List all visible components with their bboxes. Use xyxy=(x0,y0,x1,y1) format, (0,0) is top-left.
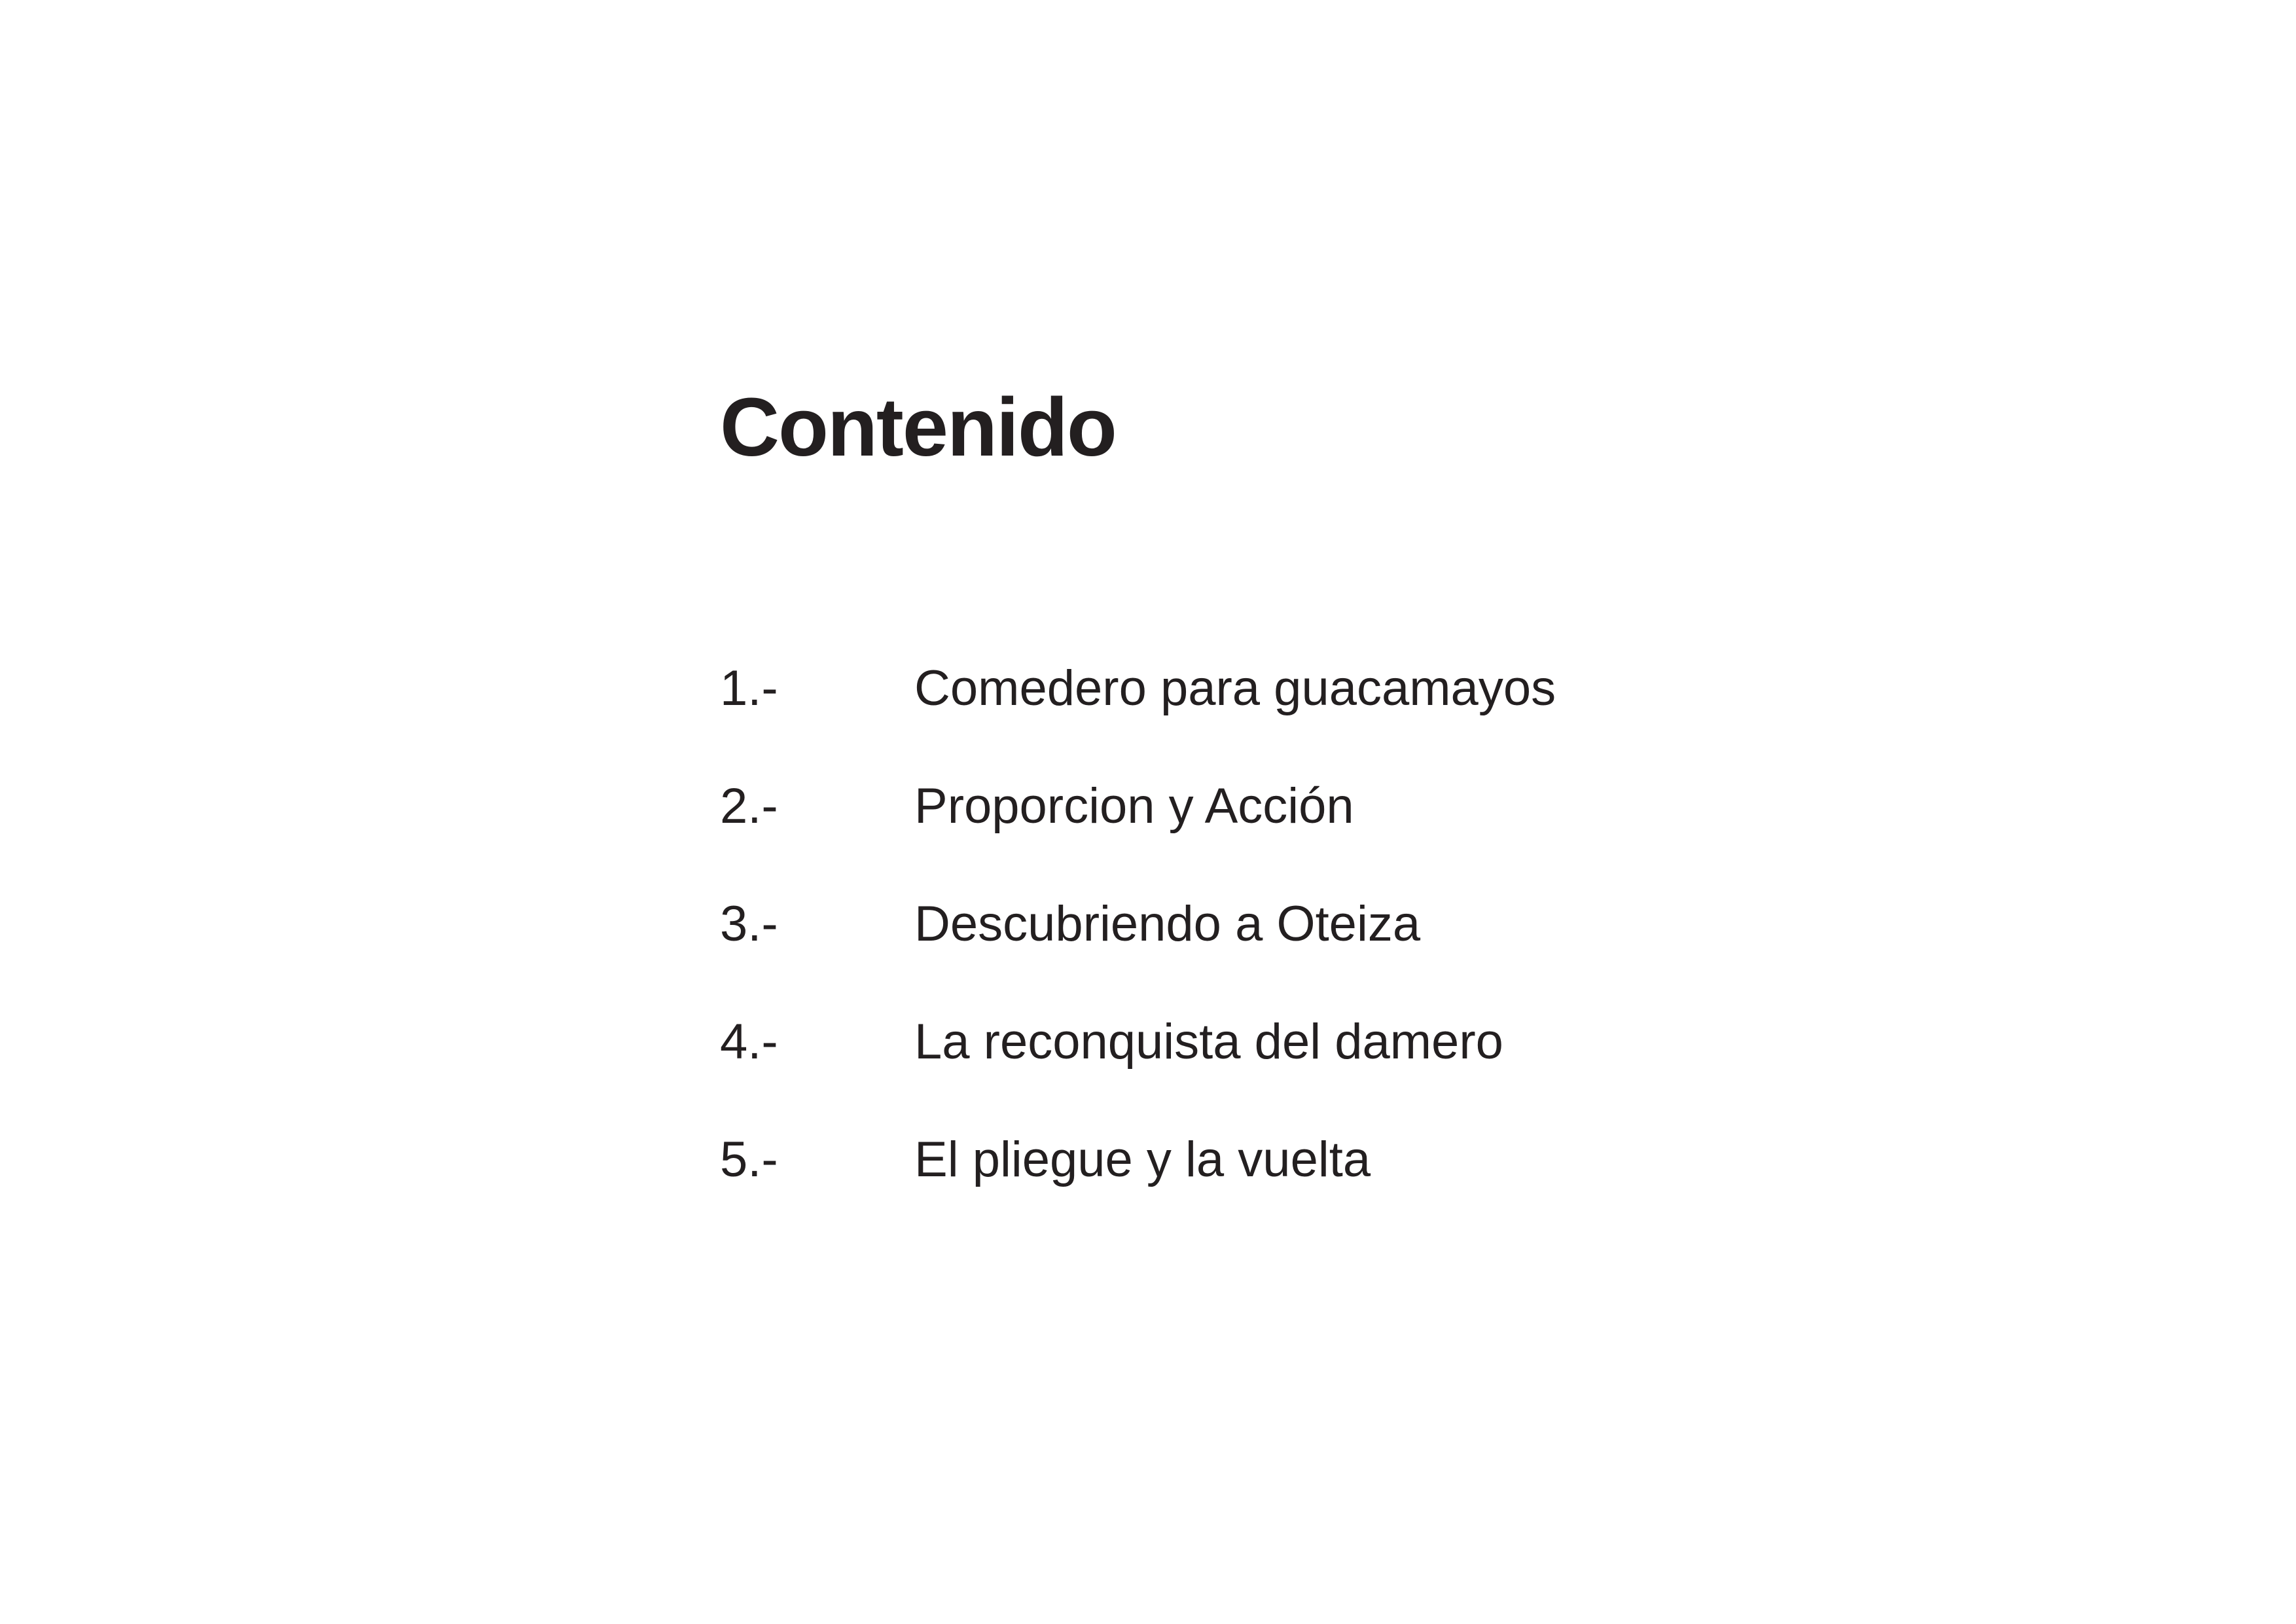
toc-entry xyxy=(720,1009,1556,1127)
toc-entry-label: Proporcion y Acción xyxy=(914,778,1354,834)
toc-entry-label: El pliegue y la vuelta xyxy=(914,1132,1371,1187)
toc-entry-number: 3.- xyxy=(720,896,778,952)
toc-entry-number: 2.- xyxy=(720,778,778,834)
toc-entry xyxy=(720,892,1556,1009)
toc-entry-number: 4.- xyxy=(720,1014,778,1070)
toc-entry-number: 5.- xyxy=(720,1132,778,1187)
toc-entry xyxy=(720,1127,1556,1245)
toc-entry-number: 1.- xyxy=(720,660,778,716)
toc-entry-label: La reconquista del damero xyxy=(914,1014,1503,1070)
toc-entry xyxy=(720,656,1556,774)
toc-entry-label: Descubriendo a Oteiza xyxy=(914,896,1421,952)
toc-entry-label: Comedero para guacamayos xyxy=(914,660,1556,716)
toc-entry xyxy=(720,774,1556,892)
page-title: Contenido xyxy=(720,381,1116,473)
table-of-contents xyxy=(720,656,1556,1245)
